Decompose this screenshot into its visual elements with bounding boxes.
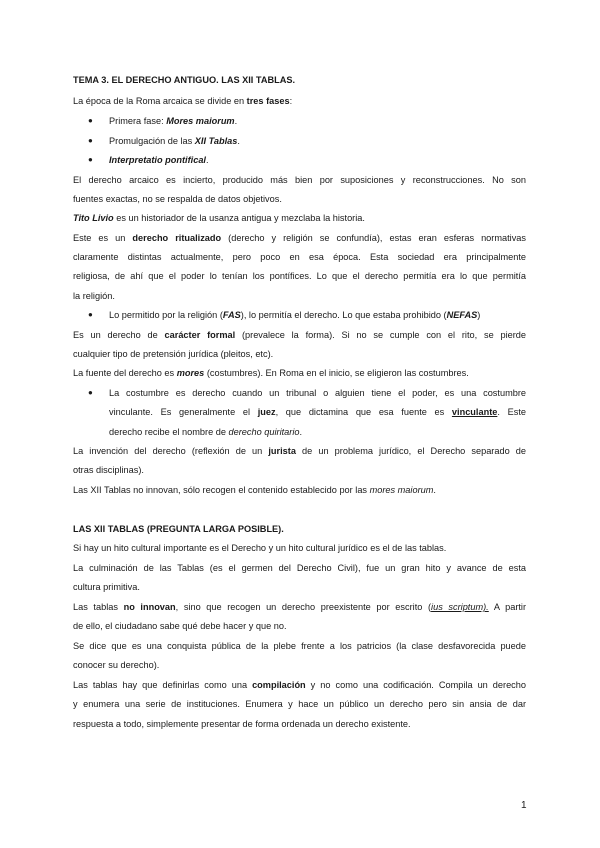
bullet-icon: ●	[88, 310, 93, 319]
paragraph-fuente-mores: La fuente del derecho es mores (costumbres). En Roma en el inicio, se eligieron las costumbres.	[73, 368, 469, 378]
bullet-icon: ●	[88, 136, 93, 145]
paragraph-hito-cultural: Si hay un hito cultural importante es el Derecho y un hito cultural jurídico es el de las tablas.	[73, 543, 447, 553]
paragraph-no-innovan: Las XII Tablas no innovan, sólo recogen el contenido establecido por las mores maiorum.	[73, 485, 436, 495]
paragraph-caracter-formal-l2: cualquier tipo de pretensión jurídica (pleitos, etc).	[73, 349, 274, 359]
bullet-item-costumbre: La costumbre es derecho cuando un tribunal o alguien tiene el poder, es una costumbre	[109, 388, 526, 398]
bullet-item-interpretatio: Interpretatio pontifical.	[109, 155, 209, 165]
paragraph-derecho-ritualizado-l4: la religión.	[73, 291, 115, 301]
bullet-item-primera-fase: Primera fase: Mores maiorum.	[109, 116, 238, 126]
paragraph-fases: La época de la Roma arcaica se divide en tres fases:	[73, 96, 293, 106]
heading-tema-3: TEMA 3. EL DERECHO ANTIGUO. LAS XII TABLAS.	[73, 75, 296, 85]
page-number: 1	[521, 800, 527, 811]
paragraph-ius-scriptum-l2: de ello, el ciudadano sabe qué debe hacer y que no.	[73, 621, 287, 631]
paragraph-conquista-plebe-l2: conocer su derecho).	[73, 660, 160, 670]
bullet-icon: ●	[88, 388, 93, 397]
paragraph-derecho-ritualizado-l2: claramente distintas actualmente, pero poco en esa época. Esta sociedad era principalmente	[73, 252, 526, 262]
bullet-icon: ●	[88, 116, 93, 125]
paragraph-conquista-plebe: Se dice que es una conquista pública de la plebe frente a los patricios (la clase desfavorecida puede	[73, 641, 526, 651]
paragraph-compilacion-l3: respuesta a todo, simplemente presentar de forma ordenada un derecho existente.	[73, 719, 411, 729]
paragraph-derecho-ritualizado: Este es un derecho ritualizado (derecho y religión se confundía), estas eran esferas normativas	[73, 233, 526, 243]
bullet-item-fas-nefas: Lo permitido por la religión (FAS), lo permitía el derecho. Lo que estaba prohibido (NEFAS)	[109, 310, 481, 320]
paragraph-compilacion-l2: y enumera una serie de instituciones. Enumera y hace un público un derecho pero sin ansia de dar	[73, 699, 526, 709]
heading-xii-tablas: LAS XII TABLAS (PREGUNTA LARGA POSIBLE).	[73, 524, 284, 534]
paragraph-derecho-arcaico: El derecho arcaico es incierto, producido más bien por suposiciones y reconstrucciones. No son	[73, 175, 526, 185]
bullet-item-costumbre-l2: vinculante. Es generalmente el juez, que dictamina que esa fuente es vinculante. Este	[109, 407, 526, 417]
bullet-item-promulgacion: Promulgación de las XII Tablas.	[109, 136, 240, 146]
paragraph-culminacion: La culminación de las Tablas (es el germen del Derecho Civil), fue un gran hito y avance de esta	[73, 563, 526, 573]
paragraph-derecho-ritualizado-l3: religiosa, de ahí que el poder lo tenían los pontífices. Lo que el derecho permitía era lo que permitía	[73, 271, 526, 281]
paragraph-ius-scriptum: Las tablas no innovan, sino que recogen un derecho preexistente por escrito (ius scriptum). A partir	[73, 602, 527, 612]
paragraph-invencion: La invención del derecho (reflexión de un jurista de un problema jurídico, el Derecho separado de	[73, 446, 527, 456]
paragraph-caracter-formal: Es un derecho de carácter formal (prevalece la forma). Si no se cumple con el rito, se pierde	[73, 330, 527, 340]
paragraph-invencion-l2: otras disciplinas).	[73, 465, 144, 475]
paragraph-derecho-arcaico-cont: fuentes exactas, no se respalda de datos objetivos.	[73, 194, 282, 204]
paragraph-compilacion: Las tablas hay que definirlas como una compilación y no como una codificación. Compila un derecho	[73, 680, 526, 690]
paragraph-tito-livio: Tito Livio es un historiador de la usanza antigua y mezclaba la historia.	[73, 213, 365, 223]
bullet-item-costumbre-l3: derecho recibe el nombre de derecho quiritario.	[109, 427, 303, 437]
bullet-icon: ●	[88, 155, 93, 164]
paragraph-culminacion-l2: cultura primitiva.	[73, 582, 140, 592]
